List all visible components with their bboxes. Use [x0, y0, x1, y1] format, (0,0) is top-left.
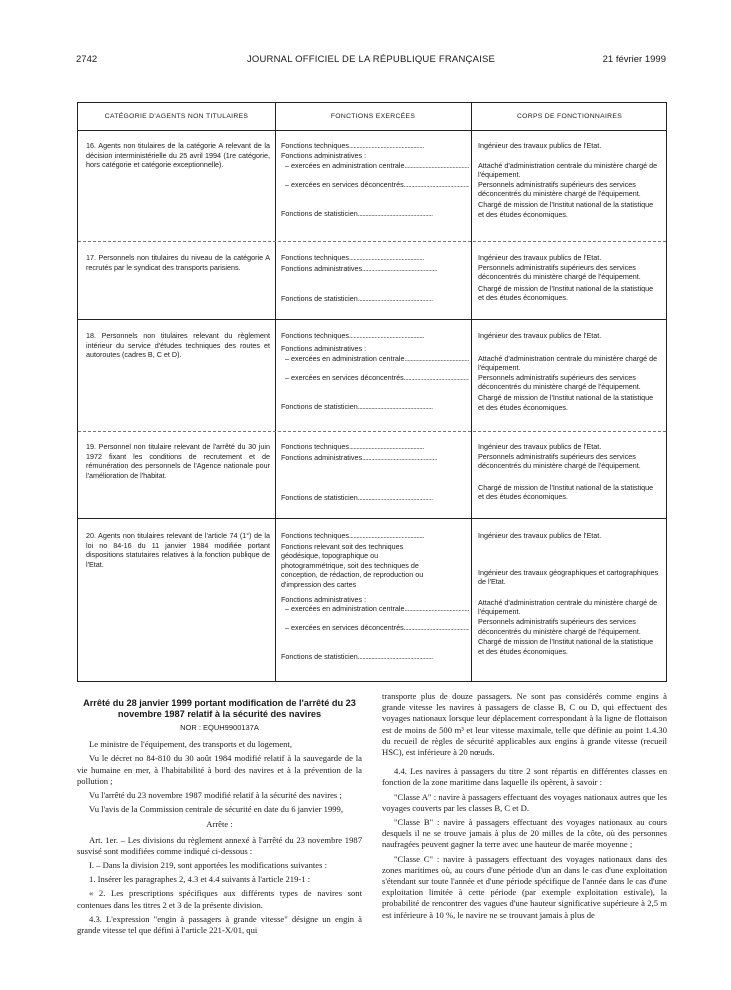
function-item: Fonctions administratives ..... [281, 453, 469, 463]
page-number: 2742 [76, 54, 98, 65]
function-item: Fonctions administratives ..... [281, 264, 469, 274]
corps-item: Personnels administratifs supérieurs des services déconcentrés du ministère chargé de l'équipement. [478, 372, 641, 392]
paragraph: transporte plus de douze passagers. Ne sont pas considérés comme engins à grande vitesse les navires à passagers de classe B, C ou D, qui effectuent des voyages nationaux lorsque leur déplacement correspondant à la ligne de flottaison est de moins de 500 m³ et leur vitesse maximale, telle que définie au point 1.4.30 du recueil de règles de sécurité applicables aux engins à grande vitesse (recueil HSC), est inférieure à 20 nœuds. [382, 691, 667, 758]
category-16: 16. Agents non titulaires de la catégorie A relevant de la décision interministérielle du 25 avril 1994 (1re catégorie, hors catégorie et catégorie exceptionnelle). [86, 141, 270, 170]
column-divider [275, 103, 276, 681]
paragraph: "Classe A" : navire à passagers effectuant des voyages nationaux autres que les voyages couverts par les classes B, C et D. [382, 791, 667, 813]
row-separator [78, 241, 666, 242]
paragraph: Vu le décret no 84-810 du 30 août 1984 modifié relatif à la sauvegarde de la vie humaine en mer, à l'habitabilité à bord des navires et à la prévention de la pollution ; [77, 753, 362, 786]
function-item: Fonctions relevant soit des techniques géodésique, topographique ou photogrammétrique, soit des techniques de conception, de rédaction, de reproduction ou d'impression des cartes [281, 541, 424, 589]
paragraph: Vu l'avis de la Commission centrale de sécurité en date du 6 janvier 1999, [89, 804, 343, 815]
corps-item: Ingénieur des travaux publics de l'Etat. [478, 442, 602, 451]
function-item: Fonctions techniques ..... [281, 253, 469, 263]
corps-item: Chargé de mission de l'Institut national de la statistique et des études économiques. [478, 637, 654, 656]
category-19: 19. Personnel non titulaire relevant de l'arrêté du 30 juin 1972 fixant les conditions de recrutement et de rémunération des personnels de l'Agence nationale pour l'amélioration de l'habitat. [86, 442, 270, 480]
function-item: Fonctions de statisticien ..... [281, 294, 469, 304]
corps-16 [478, 141, 661, 219]
nor-reference: NOR : EQUH9900137A [180, 723, 259, 732]
paragraph: 1. Insérer les paragraphes 2, 4.3 et 4.4 suivants à l'article 219-1 : [89, 874, 311, 885]
paragraph: "Classe B" : navire à passagers effectuant des voyages nationaux au cours desquels il ne se trouve jamais à plus de 20 milles de la côte, où des personnes naufragées peuvent gagner la terre avec une hauteur de marée moyenne ; [382, 817, 667, 850]
header-separator [78, 130, 666, 131]
corps-item: Personnels administratifs supérieurs des services déconcentrés du ministère chargé de l'équipement. [478, 179, 641, 199]
function-item: Fonctions de statisticien ..... [281, 209, 469, 219]
functions-16 [281, 141, 469, 219]
functions-20 [281, 531, 469, 662]
function-item: – exercées en administration centrale ..... [281, 354, 469, 364]
corps-20 [478, 531, 661, 656]
function-item: Fonctions techniques ..... [281, 531, 469, 541]
corps-17 [478, 253, 661, 303]
function-item: – exercées en administration centrale ..... [281, 604, 469, 614]
column-divider [471, 103, 472, 681]
issue-date: 21 février 1999 [602, 54, 666, 65]
article-1: Art. 1er. – Les divisions du règlement annexé à l'arrêté du 23 novembre 1987 susvisé sont modifiées comme indiqué ci-dessous : [77, 834, 362, 856]
paragraph: « 2. Les prescriptions spécifiques aux différents types de navires sont contenues dans les titres 2 et 3 de la présente division. [77, 888, 362, 910]
functions-18 [281, 331, 469, 412]
category-18: 18. Personnels non titulaires relevant du règlement intérieur du service d'études techniques des routes et autoroutes (cadres B, C et D). [86, 331, 270, 360]
corps-item: Ingénieur des travaux publics de l'Etat. [478, 531, 602, 540]
row-separator [78, 431, 666, 432]
corps-item: Attaché d'administration centrale du ministère chargé de l'équipement. [478, 160, 658, 180]
column-header-category: CATÉGORIE D'AGENTS NON TITULAIRES [104, 113, 249, 120]
paragraph: 4.3. L'expression "engin à passagers à grande vitesse" désigne un engin à grande vitesse tel que défini à l'article 221-X/01, qui [77, 913, 362, 936]
arrete-title: Arrêté du 28 janvier 1999 portant modification de l'arrêté du 23 novembre 1987 relatif à la sécurité des navires [83, 698, 356, 719]
corps-item: Ingénieur des travaux géographiques et cartographiques de l'Etat. [478, 567, 659, 587]
category-20: 20. Agents non titulaires relevant de l'article 74 (1°) de la loi no 84-16 du 11 janvier 1984 modifiée portant dispositions statutaires relatives à la fonction publique de l'Etat. [86, 531, 270, 569]
corps-item: Chargé de mission de l'Institut national de la statistique et des études économiques. [478, 283, 654, 303]
arrete-right-column [382, 691, 667, 924]
agents-table [77, 102, 667, 682]
functions-19 [281, 442, 469, 503]
function-item: Fonctions administratives : [281, 594, 367, 604]
function-item: – exercées en services déconcentrés ..... [281, 373, 469, 383]
paragraph: "Classe C" : navire à passagers effectuant des voyages nationaux dans des zones maritimes où, au cours d'une période d'un an dans le cas d'une exploitation s'étendant sur toute l'année et d'une période spécifique de l'année dans le cas d'une exploitation limitée à cette période (par exemple exploitation estivale), la probabilité de rencontrer des vagues d'une hauteur significative supérieure à 2,5 m est inférieure à 10 %, le navire ne se trouvant jamais à plus de [382, 853, 667, 920]
corps-item: Ingénieur des travaux publics de l'Etat. [478, 331, 602, 340]
page-header [76, 54, 666, 70]
function-item: – exercées en administration centrale ..... [281, 161, 469, 171]
corps-item: Personnels administratifs supérieurs des services déconcentrés du ministère chargé de l'équipement. [478, 616, 641, 636]
corps-item: Ingénieur des travaux publics de l'Etat. [478, 141, 602, 150]
function-item: Fonctions techniques ..... [281, 442, 469, 452]
function-item: Fonctions techniques ..... [281, 331, 469, 341]
paragraph: Le ministre de l'équipement, des transports et du logement, [89, 739, 292, 750]
row-separator [78, 319, 666, 320]
corps-item: Ingénieur des travaux publics de l'Etat. [478, 253, 602, 262]
journal-title: JOURNAL OFFICIEL DE LA RÉPUBLIQUE FRANÇAISE [246, 54, 496, 65]
category-17: 17. Personnels non titulaires du niveau de la catégorie A recrutés par le syndicat des transports parisiens. [86, 253, 270, 272]
corps-item: Chargé de mission de l'Institut national de la statistique et des études économiques. [478, 482, 654, 502]
row-separator [78, 518, 666, 519]
arrete-label: Arrête : [206, 819, 233, 830]
corps-item: Attaché d'administration centrale du ministère chargé de l'équipement. [478, 597, 658, 617]
paragraph: 4.4. Les navires à passagers du titre 2 sont répartis en différentes classes en fonction de la zone maritime dans laquelle ils opèrent, à savoir : [382, 766, 667, 788]
function-item: Fonctions administratives : [281, 150, 367, 160]
function-item: Fonctions de statisticien ..... [281, 402, 469, 412]
corps-item: Personnels administratifs supérieurs des services déconcentrés du ministère chargé de l'équipement. [478, 451, 641, 471]
function-item: Fonctions de statisticien ..... [281, 652, 469, 662]
function-item: Fonctions techniques ..... [281, 141, 469, 151]
function-item: Fonctions de statisticien ..... [281, 493, 469, 503]
corps-item: Attaché d'administration centrale du ministère chargé de l'équipement. [478, 353, 658, 373]
function-item: – exercées en services déconcentrés ..... [281, 180, 469, 190]
corps-item: Chargé de mission de l'Institut national de la statistique et des études économiques. [478, 199, 654, 219]
paragraph: I. – Dans la division 219, sont apportées les modifications suivantes : [89, 860, 327, 871]
corps-18 [478, 331, 661, 412]
corps-19 [478, 442, 661, 502]
paragraph: Vu l'arrêté du 23 novembre 1987 modifié relatif à la sécurité des navires ; [89, 790, 342, 801]
function-item: Fonctions administratives : [281, 343, 367, 353]
corps-item: Chargé de mission de l'Institut national de la statistique et des études économiques. [478, 392, 654, 412]
arrete-left-column [77, 698, 362, 939]
column-header-functions: FONCTIONS EXERCÉES [330, 113, 416, 120]
column-header-corps: CORPS DE FONCTIONNAIRES [516, 113, 623, 120]
corps-item: Personnels administratifs supérieurs des services déconcentrés du ministère chargé de l'équipement. [478, 262, 641, 282]
function-item: – exercées en services déconcentrés ..... [281, 623, 469, 633]
functions-17 [281, 253, 469, 304]
